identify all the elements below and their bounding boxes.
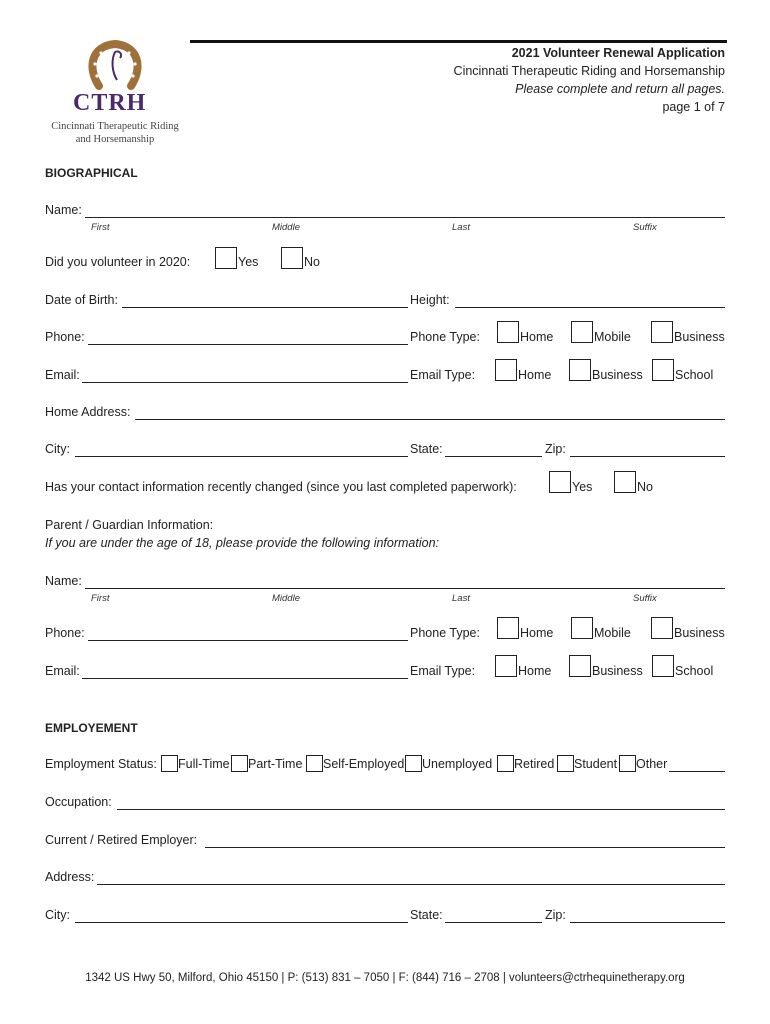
phone-type-label: Phone Type: bbox=[410, 330, 480, 344]
volunteer-2020-question: Did you volunteer in 2020: bbox=[45, 255, 191, 269]
employment-status-row bbox=[45, 757, 727, 775]
status-selfemployed-label: Self-Employed bbox=[323, 757, 405, 771]
email-type-school-label: School bbox=[675, 368, 714, 382]
status-retired-label: Retired bbox=[514, 757, 555, 771]
phone-type-business-checkbox[interactable] bbox=[651, 321, 673, 343]
phone-type-business-label: Business bbox=[674, 330, 725, 344]
employment-status-label: Employment Status: bbox=[45, 757, 157, 771]
guardian-email-label: Email: bbox=[45, 664, 80, 678]
org-name: Cincinnati Therapeutic Riding and Horsemanship bbox=[453, 64, 725, 78]
status-other-label: Other bbox=[636, 757, 668, 771]
employer-city-state-zip-row bbox=[45, 908, 727, 926]
phone-label: Phone: bbox=[45, 330, 85, 344]
email-type-label: Email Type: bbox=[410, 368, 476, 382]
guardian-phone-business-label: Business bbox=[674, 626, 725, 640]
guardian-caption-last: Last bbox=[452, 593, 470, 604]
phone-type-home-label: Home bbox=[520, 330, 554, 344]
employer-address-row bbox=[45, 870, 727, 888]
email-type-school-checkbox[interactable] bbox=[652, 359, 674, 381]
phone-field[interactable] bbox=[88, 330, 408, 345]
volunteer-no-label: No bbox=[304, 255, 320, 269]
footer-contact: 1342 US Hwy 50, Milford, Ohio 45150 | P: (513) 831 – 7050 | F: (844) 716 – 2708 | volunteers@ctrhequinetherapy.org bbox=[85, 972, 685, 984]
city-state-zip-row bbox=[45, 442, 727, 460]
status-selfemployed-checkbox[interactable] bbox=[306, 755, 323, 772]
form-title: 2021 Volunteer Renewal Application bbox=[511, 46, 725, 60]
email-type-home-checkbox[interactable] bbox=[495, 359, 517, 381]
status-unemployed-checkbox[interactable] bbox=[405, 755, 422, 772]
email-type-business-checkbox[interactable] bbox=[569, 359, 591, 381]
employer-row bbox=[45, 833, 727, 851]
guardian-email-school-checkbox[interactable] bbox=[652, 655, 674, 677]
state-label: State: bbox=[410, 442, 443, 456]
guardian-email-school-label: School bbox=[675, 664, 714, 678]
guardian-phone-type-label: Phone Type: bbox=[410, 626, 480, 640]
name-field[interactable] bbox=[85, 203, 725, 218]
status-other-field[interactable] bbox=[669, 757, 725, 772]
phone-row bbox=[45, 330, 727, 348]
email-type-business-label: Business bbox=[592, 368, 643, 382]
guardian-phone-home-checkbox[interactable] bbox=[497, 617, 519, 639]
employer-city-field[interactable] bbox=[75, 908, 408, 923]
home-address-field[interactable] bbox=[135, 405, 725, 420]
contact-changed-row bbox=[45, 480, 727, 498]
contact-changed-yes-label: Yes bbox=[572, 480, 593, 494]
height-field[interactable] bbox=[455, 293, 725, 308]
home-address-label: Home Address: bbox=[45, 405, 131, 419]
guardian-phone-home-label: Home bbox=[520, 626, 554, 640]
instruction: Please complete and return all pages. bbox=[515, 82, 725, 96]
height-label: Height: bbox=[410, 293, 450, 307]
guardian-email-row bbox=[45, 664, 727, 682]
status-other-checkbox[interactable] bbox=[619, 755, 636, 772]
email-label: Email: bbox=[45, 368, 80, 382]
guardian-email-type-label: Email Type: bbox=[410, 664, 476, 678]
contact-changed-question: Has your contact information recently changed (since you last completed paperwork): bbox=[45, 480, 517, 494]
header-rule bbox=[190, 40, 727, 43]
city-label: City: bbox=[45, 442, 70, 456]
contact-changed-no-checkbox[interactable] bbox=[614, 471, 636, 493]
guardian-caption-suffix: Suffix bbox=[633, 593, 657, 604]
status-unemployed-label: Unemployed bbox=[422, 757, 493, 771]
logo-subtitle: Cincinnati Therapeutic Riding and Horsemanship bbox=[51, 121, 179, 145]
name-row bbox=[45, 203, 727, 233]
volunteer-2020-row bbox=[45, 255, 345, 273]
name-label: Name: bbox=[45, 203, 82, 217]
status-fulltime-label: Full-Time bbox=[178, 757, 230, 771]
ctrh-logo bbox=[45, 38, 185, 148]
caption-first: First bbox=[91, 222, 110, 233]
guardian-email-home-label: Home bbox=[518, 664, 552, 678]
state-field[interactable] bbox=[445, 442, 542, 457]
dob-row bbox=[45, 293, 727, 311]
guardian-email-business-label: Business bbox=[592, 664, 643, 678]
status-retired-checkbox[interactable] bbox=[497, 755, 514, 772]
email-type-home-label: Home bbox=[518, 368, 552, 382]
phone-type-home-checkbox[interactable] bbox=[497, 321, 519, 343]
volunteer-no-checkbox[interactable] bbox=[281, 247, 303, 269]
employer-zip-field[interactable] bbox=[570, 908, 725, 923]
caption-suffix: Suffix bbox=[633, 222, 657, 233]
dob-field[interactable] bbox=[122, 293, 408, 308]
status-student-checkbox[interactable] bbox=[557, 755, 574, 772]
status-fulltime-checkbox[interactable] bbox=[161, 755, 178, 772]
guardian-phone-field[interactable] bbox=[88, 626, 408, 641]
guardian-phone-mobile-label: Mobile bbox=[594, 626, 631, 640]
occupation-row bbox=[45, 795, 727, 813]
employer-zip-label: Zip: bbox=[545, 908, 566, 922]
section-employment: EMPLOYEMENT bbox=[45, 721, 138, 735]
employer-state-label: State: bbox=[410, 908, 443, 922]
volunteer-yes-checkbox[interactable] bbox=[215, 247, 237, 269]
phone-type-mobile-label: Mobile bbox=[594, 330, 631, 344]
guardian-caption-first: First bbox=[91, 593, 110, 604]
city-field[interactable] bbox=[75, 442, 408, 457]
guardian-name-label: Name: bbox=[45, 574, 82, 588]
status-parttime-checkbox[interactable] bbox=[231, 755, 248, 772]
status-student-label: Student bbox=[574, 757, 618, 771]
guardian-name-field[interactable] bbox=[85, 574, 725, 589]
volunteer-yes-label: Yes bbox=[238, 255, 259, 269]
logo-mark: CTRH bbox=[73, 90, 147, 116]
guardian-phone-mobile-checkbox[interactable] bbox=[571, 617, 593, 639]
guardian-phone-label: Phone: bbox=[45, 626, 85, 640]
employer-label: Current / Retired Employer: bbox=[45, 833, 198, 847]
dob-label: Date of Birth: bbox=[45, 293, 118, 307]
status-parttime-label: Part-Time bbox=[248, 757, 303, 771]
home-address-row bbox=[45, 405, 727, 423]
employer-field[interactable] bbox=[205, 833, 725, 848]
email-field[interactable] bbox=[82, 368, 408, 383]
guardian-title: Parent / Guardian Information: bbox=[45, 518, 214, 532]
guardian-email-field[interactable] bbox=[82, 664, 408, 679]
employer-address-field[interactable] bbox=[97, 870, 725, 885]
zip-field[interactable] bbox=[570, 442, 725, 457]
email-row bbox=[45, 368, 727, 386]
employer-city-label: City: bbox=[45, 908, 70, 922]
horseshoe-icon bbox=[85, 38, 145, 90]
zip-label: Zip: bbox=[545, 442, 566, 456]
section-biographical: BIOGRAPHICAL bbox=[45, 166, 138, 180]
guardian-email-business-checkbox[interactable] bbox=[569, 655, 591, 677]
employer-address-label: Address: bbox=[45, 870, 95, 884]
guardian-name-row bbox=[45, 574, 727, 604]
caption-middle: Middle bbox=[272, 222, 300, 233]
contact-changed-no-label: No bbox=[637, 480, 653, 494]
guardian-phone-business-checkbox[interactable] bbox=[651, 617, 673, 639]
occupation-label: Occupation: bbox=[45, 795, 112, 809]
guardian-note: If you are under the age of 18, please provide the following information: bbox=[45, 536, 440, 550]
guardian-caption-middle: Middle bbox=[272, 593, 300, 604]
phone-type-mobile-checkbox[interactable] bbox=[571, 321, 593, 343]
caption-last: Last bbox=[452, 222, 470, 233]
page-number: page 1 of 7 bbox=[662, 100, 725, 114]
contact-changed-yes-checkbox[interactable] bbox=[549, 471, 571, 493]
employer-state-field[interactable] bbox=[445, 908, 542, 923]
guardian-phone-row bbox=[45, 626, 727, 644]
guardian-email-home-checkbox[interactable] bbox=[495, 655, 517, 677]
occupation-field[interactable] bbox=[117, 795, 725, 810]
